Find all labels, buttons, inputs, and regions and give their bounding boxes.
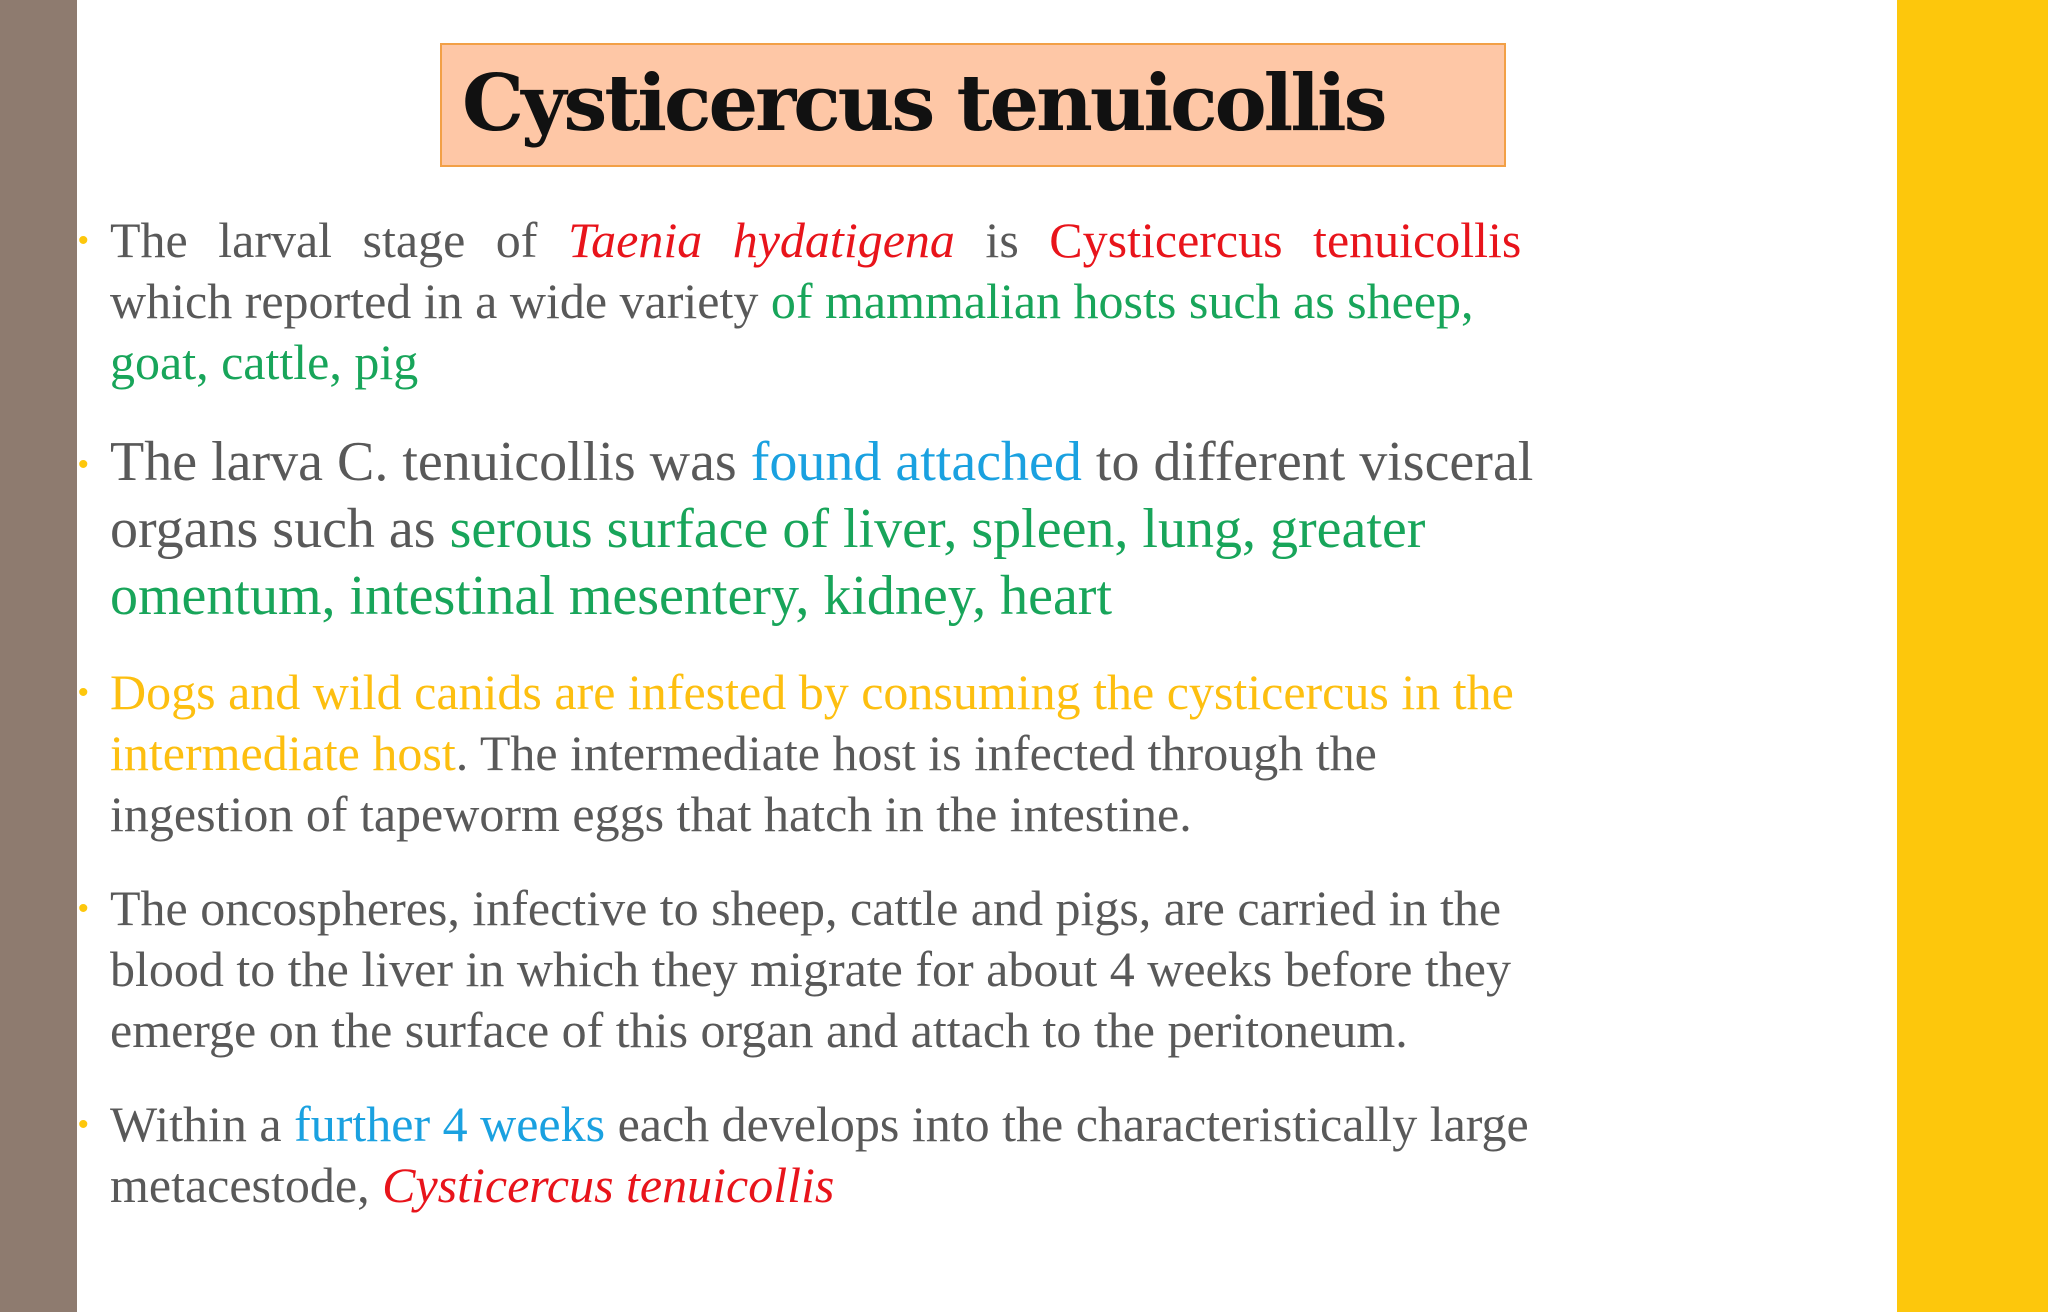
bullet-4-line-1 <box>110 878 1906 939</box>
bullet-1-line-1 <box>110 210 1906 271</box>
bullet-5-line-2 <box>110 1155 1906 1216</box>
bullet-marker: • <box>78 448 89 481</box>
text-run: organs such as <box>110 498 450 560</box>
bullet-2-line-3 <box>110 563 1906 630</box>
highlight-green: of mammalian hosts such as sheep, <box>770 273 1474 329</box>
bullet-item-2 <box>76 429 1906 630</box>
text-run: blood to the liver in which they migrate for about 4 weeks before they <box>110 941 1511 997</box>
text-run: The larval stage of <box>110 212 568 268</box>
species-name: Cysticercus tenuicollis <box>382 1157 835 1213</box>
text-run: . The intermediate host is infected through the <box>455 725 1377 781</box>
bullet-marker: • <box>78 892 89 925</box>
text-run: metacestode, <box>110 1157 383 1213</box>
right-decorative-band <box>1897 0 2048 1312</box>
text-run: The larva C. tenuicollis was <box>110 431 751 493</box>
bullet-marker: • <box>78 224 89 257</box>
bullet-marker: • <box>78 1108 89 1141</box>
bullet-item-4 <box>76 878 1906 1061</box>
text-run: ingestion of tapeworm eggs that hatch in the intestine. <box>110 786 1192 842</box>
title-box <box>440 43 1506 167</box>
left-decorative-band <box>0 0 77 1312</box>
bullet-2-line-1 <box>110 429 1906 496</box>
bullet-3-line-1 <box>110 662 1906 723</box>
bullet-item-3 <box>76 662 1906 845</box>
bullet-list <box>76 210 1906 1216</box>
text-run: each develops into the characteristically large <box>605 1096 1529 1152</box>
text-run: Within a <box>110 1096 295 1152</box>
bullet-item-1 <box>76 210 1906 393</box>
highlight-green: omentum, intestinal mesentery, kidney, heart <box>110 565 1113 627</box>
bullet-3-line-3 <box>110 784 1906 845</box>
text-run: The oncospheres, infective to sheep, cattle and pigs, are carried in the <box>110 880 1502 936</box>
bullet-2-line-2 <box>110 496 1906 563</box>
highlight-yellow: Dogs and wild canids are infested by consuming the cysticercus in the <box>110 664 1514 720</box>
bullet-1-line-3 <box>110 332 1906 393</box>
text-run: to different visceral <box>1081 431 1534 493</box>
highlight-yellow: intermediate host <box>110 725 456 781</box>
text-run: is <box>954 212 1050 268</box>
bullet-1-line-2 <box>110 271 1906 332</box>
highlight-green: goat, cattle, pig <box>110 334 419 390</box>
slide-title: Cysticercus tenuicollis <box>462 58 1385 149</box>
bullet-5-line-1 <box>110 1094 1906 1155</box>
bullet-4-line-3 <box>110 1000 1906 1061</box>
text-run: emerge on the surface of this organ and attach to the peritoneum. <box>110 1002 1408 1058</box>
highlight-blue: further 4 weeks <box>294 1096 606 1152</box>
bullet-marker: • <box>78 676 89 709</box>
text-run: which reported in a wide variety <box>110 273 771 329</box>
species-name: Taenia hydatigena <box>567 212 955 268</box>
highlight-red: Cysticercus tenuicollis <box>1049 212 1522 268</box>
bullet-4-line-2 <box>110 939 1906 1000</box>
highlight-blue: found attached <box>750 431 1082 493</box>
bullet-3-line-2 <box>110 723 1906 784</box>
highlight-green: serous surface of liver, spleen, lung, greater <box>449 498 1426 560</box>
bullet-item-5 <box>76 1094 1906 1216</box>
